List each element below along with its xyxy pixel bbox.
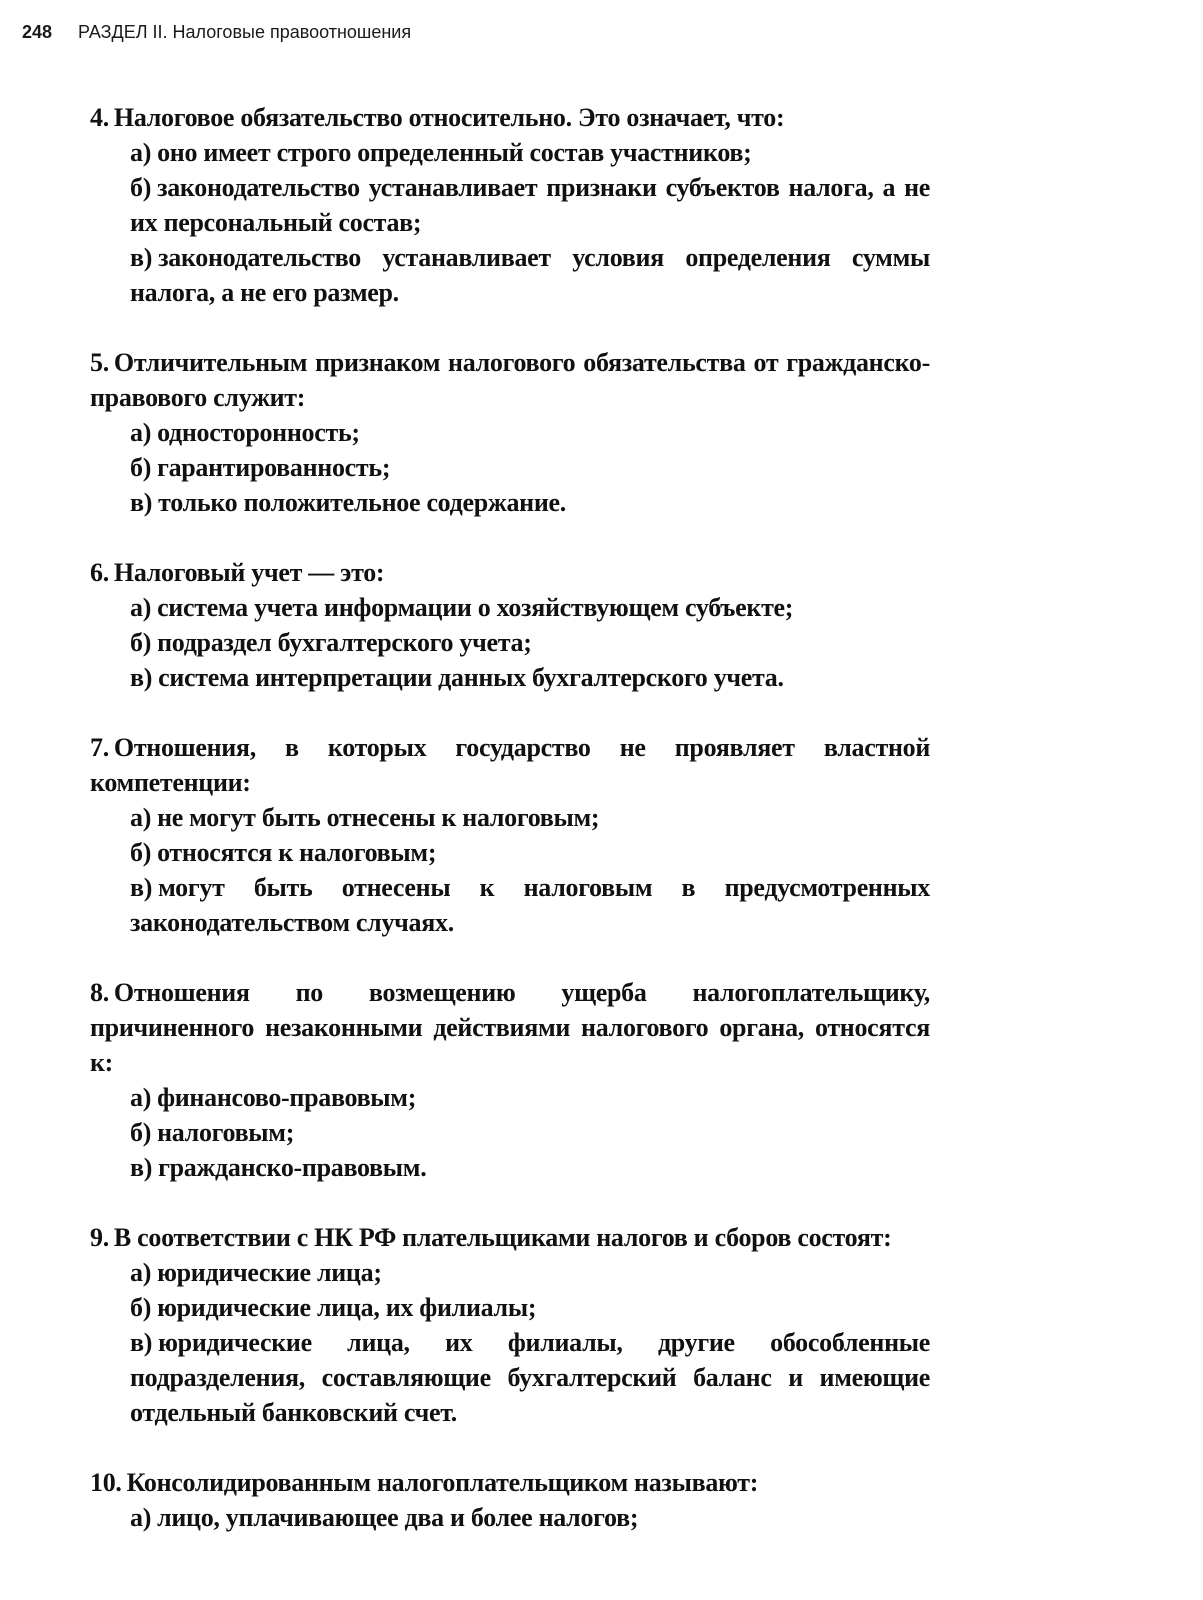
- question-text: [90, 1465, 930, 1500]
- question-number: 6.: [90, 558, 109, 587]
- answer-letter: в): [130, 1153, 153, 1182]
- question-text: [90, 555, 930, 590]
- answer-option: [130, 835, 930, 870]
- answer-letter: в): [130, 663, 153, 692]
- answer-option: [130, 870, 930, 940]
- answer-text: юридические лица;: [157, 1258, 382, 1287]
- answer-text: односторонность;: [157, 418, 360, 447]
- question-text: [90, 730, 930, 800]
- answer-text: подраздел бухгалтерского учета;: [157, 628, 532, 657]
- question-body: Налоговый учет — это:: [113, 558, 385, 587]
- question-number: 5.: [90, 348, 109, 377]
- answer-letter: в): [130, 488, 153, 517]
- answer-letter: а): [130, 418, 152, 447]
- question-body: Консолидированным налогоплательщиком называют:: [126, 1468, 759, 1497]
- question-7: [90, 730, 930, 940]
- question-body: Отношения по возмещению ущерба налогоплательщику, причиненного незаконными действиями налогового органа, относятся к:: [90, 978, 930, 1077]
- answer-text: юридические лица, их филиалы, другие обособленные подразделения, составляющие бухгалтерский баланс и имеющие отдельный банковский счет.: [130, 1328, 930, 1427]
- question-text: [90, 345, 930, 415]
- page-number: 248: [22, 22, 53, 42]
- answer-text: юридические лица, их филиалы;: [157, 1293, 537, 1322]
- question-10: [90, 1465, 930, 1535]
- answer-text: не могут быть отнесены к налоговым;: [157, 803, 600, 832]
- question-body: Налоговое обязательство относительно. Это означает, что:: [113, 103, 785, 132]
- answer-text: гражданско-правовым.: [158, 1153, 427, 1182]
- answer-text: только положительное содержание.: [158, 488, 566, 517]
- question-5: [90, 345, 930, 520]
- answer-option: [130, 240, 930, 310]
- answer-text: налоговым;: [157, 1118, 295, 1147]
- answer-letter: б): [130, 838, 152, 867]
- question-4: [90, 100, 930, 310]
- answer-option: [130, 450, 930, 485]
- question-number: 8.: [90, 978, 109, 1007]
- question-text: [90, 1220, 930, 1255]
- answer-option: [130, 170, 930, 240]
- section-title: РАЗДЕЛ II. Налоговые правоотношения: [78, 22, 412, 42]
- answer-option: [130, 625, 930, 660]
- answer-text: финансово-правовым;: [157, 1083, 417, 1112]
- answer-option: [130, 590, 930, 625]
- answer-letter: б): [130, 1118, 152, 1147]
- running-head: [22, 22, 411, 43]
- answer-text: законодательство устанавливает условия определения суммы налога, а не его размер.: [130, 243, 930, 307]
- answer-text: лицо, уплачивающее два и более налогов;: [157, 1503, 639, 1532]
- answer-option: [130, 1290, 930, 1325]
- question-body: Отношения, в которых государство не проявляет властной компетенции:: [90, 733, 930, 797]
- answer-option: [130, 1325, 930, 1430]
- answer-option: [130, 1080, 930, 1115]
- answer-text: законодательство устанавливает признаки субъектов налога, а не их персональный состав;: [130, 173, 930, 237]
- answer-option: [130, 1500, 930, 1535]
- answer-text: система интерпретации данных бухгалтерского учета.: [158, 663, 784, 692]
- answer-option: [130, 485, 930, 520]
- question-list: [90, 100, 930, 1570]
- question-number: 4.: [90, 103, 109, 132]
- question-body: В соответствии с НК РФ плательщиками налогов и сборов состоят:: [113, 1223, 892, 1252]
- question-number: 9.: [90, 1223, 109, 1252]
- question-text: [90, 100, 930, 135]
- question-number: 7.: [90, 733, 109, 762]
- answer-option: [130, 1255, 930, 1290]
- answer-text: оно имеет строго определенный состав участников;: [157, 138, 752, 167]
- answer-letter: а): [130, 1258, 152, 1287]
- question-text: [90, 975, 930, 1080]
- answer-option: [130, 800, 930, 835]
- answer-option: [130, 660, 930, 695]
- answer-text: относятся к налоговым;: [157, 838, 437, 867]
- question-8: [90, 975, 930, 1185]
- answer-text: система учета информации о хозяйствующем субъекте;: [157, 593, 794, 622]
- answer-option: [130, 415, 930, 450]
- question-9: [90, 1220, 930, 1430]
- question-body: Отличительным признаком налогового обязательства от гражданско-правового служит:: [90, 348, 930, 412]
- answer-option: [130, 1150, 930, 1185]
- answer-letter: в): [130, 873, 153, 902]
- answer-letter: б): [130, 173, 152, 202]
- answer-letter: б): [130, 628, 152, 657]
- answer-letter: а): [130, 803, 152, 832]
- answer-text: могут быть отнесены к налоговым в предусмотренных законодательством случаях.: [130, 873, 930, 937]
- answer-letter: в): [130, 1328, 153, 1357]
- answer-option: [130, 1115, 930, 1150]
- answer-letter: а): [130, 1503, 152, 1532]
- question-6: [90, 555, 930, 695]
- answer-option: [130, 135, 930, 170]
- answer-letter: а): [130, 593, 152, 622]
- answer-letter: а): [130, 138, 152, 167]
- question-number: 10.: [90, 1468, 122, 1497]
- answer-letter: б): [130, 1293, 152, 1322]
- answer-letter: б): [130, 453, 152, 482]
- answer-letter: а): [130, 1083, 152, 1112]
- answer-letter: в): [130, 243, 153, 272]
- answer-text: гарантированность;: [157, 453, 391, 482]
